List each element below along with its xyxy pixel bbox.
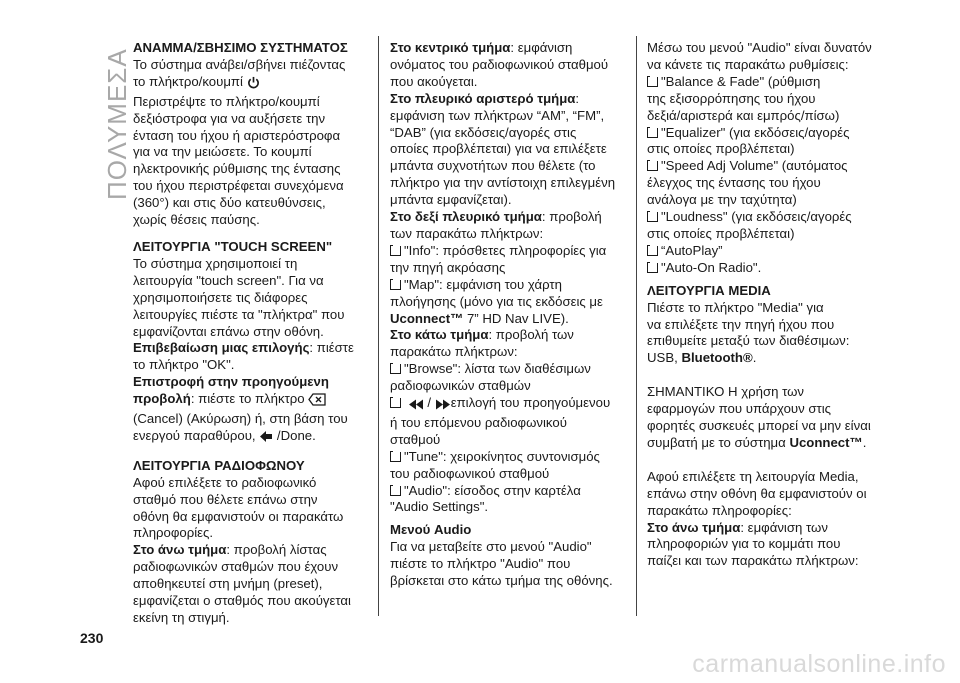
bold-term: Στο κεντρικό τμήμα [390,40,511,55]
text-span: / [427,395,432,411]
text-line: του ραδιοφωνικού σταθμού [390,465,550,481]
text-line: της εξισορρόπησης του ήχου [647,90,816,106]
list-item [390,483,630,500]
text-span: "Speed Adj Volume" (αυτόματος [661,158,848,174]
page-number: 230 [80,630,104,646]
text-line: παρακάτω πλήκτρων: [390,344,518,360]
list-item [647,74,887,91]
bullet-icon [647,160,658,171]
list-item [390,395,630,415]
text-line: εκείνη τη στιγμή. [133,610,230,625]
text-span: : εμφάνιση [510,40,573,55]
text-line: οποίες προβλέπεται) για να επιλέξετε [390,141,607,157]
text-line: βρίσκεται στο κάτω τμήμα της οθόνης. [390,573,613,589]
text-line: επάνω στην οθόνη θα εμφανιστούν οι [647,485,867,501]
text-span: "Map": εμφάνιση του χάρτη [404,276,562,292]
text-line [133,74,365,94]
text-span: “AutoPlay” [661,242,723,258]
text-line: ή του επόμενου ραδιοφωνικού [390,414,567,430]
list-item [390,449,630,466]
text-line: Το σύστημα ανάβει/σβήνει πιέζοντας [133,56,346,72]
list-item [647,125,887,142]
watermark: carmanualsonline.info [692,650,946,678]
text-line: επιθυμείτε μεταξύ των διαθέσιμων: [647,333,850,349]
back-arrow-icon [259,430,273,448]
previous-icon [408,398,424,415]
text-line [133,428,365,448]
text-line: εμφανίζεται ο σταθμός που ακούγεται [133,593,351,609]
bold-term: Στο πλευρικό αριστερό τμήμα [390,90,576,106]
text-line: ανάλογα με την ταχύτητα) [647,192,797,208]
text-line: των παρακάτω πλήκτρων: [390,225,544,241]
bullet-icon [647,211,658,222]
bold-term: Στο άνω τμήμα [133,542,227,558]
text-line: εμφάνιση των πλήκτρων “AM”, “FM”, [390,107,605,123]
list-item [647,209,887,226]
text-line: για να την μειώσετε. Το κουμπί [133,144,312,160]
bullet-icon [647,262,658,273]
text-line [647,350,887,367]
text-line: ηλεκτρονικής ρύθμισης της έντασης [133,161,341,177]
text-line: πλοήγησης (μόνο για τις εκδόσεις με [390,293,603,309]
sidebar-section-title [78,40,132,200]
bullet-icon [390,451,401,462]
list-item [390,243,630,260]
heading-radio: ΛΕΙΤΟΥΡΓΙΑ ΡΑΔΙΟΦΩΝΟΥ [133,457,305,473]
text-line: Για να μεταβείτε στο μενού "Audio" [390,539,592,555]
text-span: : [575,90,580,106]
bold-term: Επιβεβαίωση μιας επιλογής [133,340,310,356]
text-line: που ακούγεται. [390,73,478,89]
bullet-icon [390,279,401,290]
text-line: Αφού επιλέξετε το ραδιοφωνικό [133,474,317,490]
text-line [390,91,630,108]
text-line: σταθμό που θέλετε επάνω στην [133,491,318,507]
text-line: ραδιοφωνικών σταθμών [390,378,531,394]
text-line: παίζει και των παρακάτω πλήκτρων: [647,553,859,569]
text-line: έλεγχος της έντασης του ήχου [647,175,821,191]
text-line: δεξιόστροφα για να αυξήσετε την [133,110,326,126]
text-span: : πιέστε το πλήκτρο [190,391,305,407]
text-line: στις οποίες προβλέπεται) [647,225,795,241]
text-line: μπάντα εμφανίζεται). [390,192,512,208]
text-line: πιέστε το πλήκτρο "Audio" που [390,556,571,572]
text-span: : προβολή των [488,327,574,343]
text-span: "Audio": είσοδος στην καρτέλα [404,482,581,498]
list-item [647,260,887,277]
text-span: 7” HD Nav LIVE). [463,310,569,326]
column-divider-1 [378,36,379,616]
text-span: : πιέστε [309,340,354,356]
text-line: σταθμού [390,431,441,447]
text-line: οθόνη θα εμφανιστούν οι παρακάτω [133,508,344,524]
text-line [390,311,630,328]
list-item [647,243,887,260]
text-line [390,209,630,226]
text-line: πληροφορίες. [133,525,214,541]
heading-power: ΑΝΑΜΜΑ/ΣΒΗΣΙΜΟ ΣΥΣΤΗΜΑΤΟΣ [133,40,348,55]
text-span: . [752,350,757,366]
text-line: ραδιοφωνικών σταθμών που έχουν [133,559,339,575]
heading-media: ΛΕΙΤΟΥΡΓΙΑ MEDIA [647,282,771,298]
bold-term: Uconnect™ [789,434,863,450]
text-line: Πιέστε το πλήκτρο "Media" για [647,299,824,315]
bold-term: Uconnect™ [390,310,464,326]
bullet-icon [390,397,401,408]
text-line: χωρίς θέσεις παύσης. [133,212,260,228]
text-span: "Balance & Fade" (ρύθμιση [661,73,821,89]
bullet-icon [647,245,658,256]
text-line [133,542,365,559]
text-span: "Loudness" (για εκδόσεις/αγορές [661,209,852,225]
text-line: “DAB” (για εκδόσεις/αγορές στις [390,124,577,140]
text-line: πληροφοριών για το κομμάτι που [647,536,841,552]
text-span: /Done. [276,427,316,443]
text-span: "Equalizer" (για εκδόσεις/αγορές [661,124,850,140]
text-line: λειτουργία "touch screen". Για να [133,272,324,288]
text-span: : προβολή λίστας [226,542,327,558]
list-item [390,277,630,294]
text-span: ενεργού παραθύρου, [133,427,256,443]
bullet-icon [647,127,658,138]
text-line [390,327,630,344]
text-line: "Audio Settings". [390,499,489,515]
text-line [133,391,365,411]
text-span: USB, [647,350,682,366]
text-line: παρακάτω πληροφορίες: [647,502,792,518]
text-span: "Info": πρόσθετες πληροφορίες για [404,242,607,258]
text-line: εμφανίζονται επάνω στην οθόνη. [133,323,324,339]
section-title-text: ΠΟΛΥΜΕΣΑ [102,48,132,200]
text-line: χρησιμοποιήσετε τις διάφορες [133,289,308,305]
text-line: φορητές συσκευές μπορεί να μην είναι [647,418,871,434]
text-span: "Tune": χειροκίνητος συντονισμός [404,448,600,464]
column-3 [647,40,887,570]
text-span: συμβατή με το σύστημα [647,434,790,450]
text-line: μπάντα συχνοτήτων που θέλετε (το [390,158,596,174]
text-line: πλήκτρο για την αντίστοιχη επιλεγμένη [390,175,616,191]
list-item [647,158,887,175]
bullet-icon [390,245,401,256]
text-line: Περιστρέψτε το πλήκτρο/κουμπί [133,93,320,109]
text-line: Αφού επιλέξετε τη λειτουργία Media, [647,468,859,484]
text-line: ΣΗΜΑΝΤΙΚΟ Η χρήση των [647,384,805,400]
bold-term: Στο κάτω τμήμα [390,327,489,343]
column-1 [133,40,365,627]
text-line: Μέσω του μενού "Audio" είναι δυνατόν [647,40,872,55]
text-line: στις οποίες προβλέπεται) [647,141,795,157]
text-line [647,520,887,537]
text-line: ένταση του ήχου ή αριστερόστροφα [133,127,341,143]
list-item [390,361,630,378]
text-span: : προβολή [541,209,602,225]
text-line [647,435,887,452]
next-icon [435,398,451,415]
bullet-icon [647,76,658,87]
bold-term: προβολή [133,391,191,407]
bold-term: Bluetooth® [681,350,753,366]
text-line [390,40,630,57]
text-span: . [862,434,867,450]
text-span: το πλήκτρο/κουμπί [133,73,243,89]
bullet-icon [390,485,401,496]
text-line: το πλήκτρο "OK". [133,357,235,373]
text-line: ονόματος του ραδιοφωνικού σταθμού [390,56,609,72]
column-divider-2 [636,36,637,616]
text-line: του ήχου περιστρέφεται συνεχόμενα [133,178,344,194]
heading-touch-screen: ΛΕΙΤΟΥΡΓΙΑ "TOUCH SCREEN" [133,238,333,254]
bold-term: Στο δεξί πλευρικό τμήμα [390,209,542,225]
bold-term: Επιστροφή στην προηγούμενη [133,374,329,390]
bold-term: Στο άνω τμήμα [647,519,741,535]
text-line: την πηγή ακρόασης [390,259,506,275]
text-line: Το σύστημα χρησιμοποιεί τη [133,255,298,271]
text-line: (Cancel) (Ακύρωση) ή, στη βάση του [133,411,348,427]
power-icon [247,76,260,94]
cancel-key-icon [308,393,326,411]
column-2 [390,40,630,590]
text-line: λειτουργίες πιέστε τα "πλήκτρα" που [133,306,345,322]
text-line: δεξιά/αριστερά και εμπρός/πίσω) [647,107,840,123]
text-line [133,340,365,357]
text-span: επιλογή του προηγούμενου [450,395,611,411]
text-span: "Browse": λίστα των διαθέσιμων [404,361,591,377]
text-span: : εμφάνιση των [740,519,828,535]
text-line: να επιλέξετε την πηγή ήχου που [647,316,835,332]
text-line: εφαρμογών που υπάρχουν στις [647,401,832,417]
text-span: "Auto-On Radio". [661,259,762,275]
bullet-icon [390,363,401,374]
text-line: να κάνετε τις παρακάτω ρυθμίσεις: [647,56,849,72]
heading-audio-menu: Μενού Audio [390,522,472,538]
text-line: (360°) και στις δύο κατευθύνσεις, [133,195,326,211]
text-line: αποθηκευτεί στη μνήμη (preset), [133,576,323,592]
